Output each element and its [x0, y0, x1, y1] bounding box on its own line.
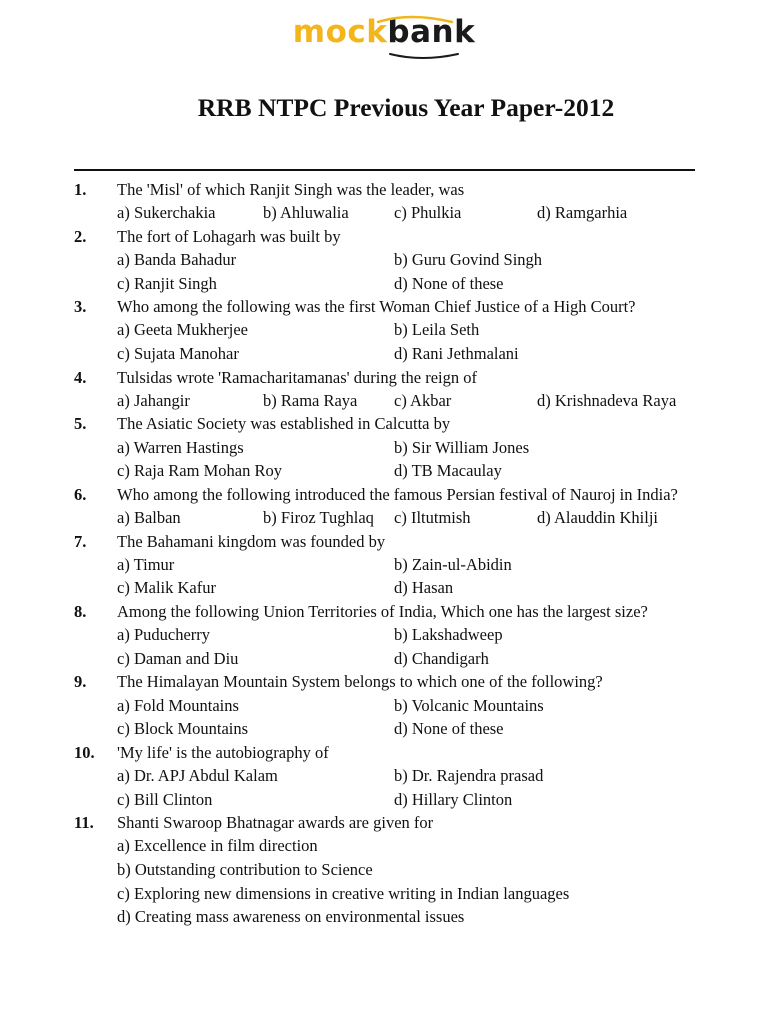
option-a: a) Sukerchakia [117, 203, 216, 223]
question-text: The Himalayan Mountain System belongs to which one of the following? [117, 672, 603, 692]
logo-text-mock: mock [292, 14, 388, 50]
option-a: a) Fold Mountains [117, 695, 239, 715]
option-d: d) Chandigarh [394, 648, 489, 668]
question-number: 11. [74, 813, 94, 833]
options-row [117, 389, 714, 413]
options-row [117, 647, 714, 671]
question-text: Shanti Swaroop Bhatnagar awards are given for [117, 813, 434, 833]
option-b: b) Outstanding contribution to Science [117, 859, 373, 879]
option-c: c) Daman and Diu [117, 648, 239, 668]
option-a: a) Warren Hastings [117, 437, 244, 457]
option-b: b) Rama Raya [263, 390, 358, 410]
question-number: 5. [74, 414, 87, 434]
options [117, 389, 714, 413]
question-text: The 'Misl' of which Ranjit Singh was the leader, was [117, 180, 465, 199]
option-d: d) Creating mass awareness on environmental issues [117, 907, 465, 927]
options-row [117, 717, 714, 741]
options-row [117, 764, 714, 788]
question-number: 1. [74, 180, 87, 199]
question-text: Who among the following was the first Woman Chief Justice of a High Court? [117, 297, 636, 317]
question-5 [74, 412, 714, 482]
option-d: d) Rani Jethmalani [394, 343, 519, 363]
option-d: d) Hillary Clinton [394, 789, 513, 809]
question-9 [74, 670, 714, 740]
options [117, 623, 714, 670]
options-row [117, 882, 714, 906]
question-text: Among the following Union Territories of India, Which one has the largest size? [117, 601, 648, 621]
question-list [74, 178, 714, 929]
question-8 [74, 600, 714, 670]
options-row [117, 201, 714, 225]
options [117, 506, 714, 530]
title-divider [74, 169, 695, 171]
option-c: c) Exploring new dimensions in creative writing in Indian languages [117, 883, 570, 903]
option-c: c) Akbar [394, 390, 452, 410]
option-c: c) Bill Clinton [117, 789, 213, 809]
options-row [117, 858, 714, 882]
question-text: 'My life' is the autobiography of [117, 742, 329, 762]
option-d: d) None of these [394, 273, 504, 293]
options [117, 436, 714, 483]
options [117, 553, 714, 600]
option-d: d) Hasan [394, 578, 454, 598]
question-number: 9. [74, 672, 87, 692]
logo-swoosh-icon [360, 14, 470, 60]
option-b: b) Lakshadweep [394, 625, 503, 645]
options [117, 694, 714, 741]
question-4 [74, 366, 714, 413]
option-a: a) Geeta Mukherjee [117, 320, 249, 340]
question-text: The Bahamani kingdom was founded by [117, 531, 386, 551]
question-10 [74, 741, 714, 811]
option-a: a) Dr. APJ Abdul Kalam [117, 765, 278, 785]
question-number: 3. [74, 297, 87, 317]
question-1 [74, 178, 714, 225]
question-text: The fort of Lohagarh was built by [117, 226, 341, 246]
options-row [117, 248, 714, 272]
options-row [117, 576, 714, 600]
question-7 [74, 530, 714, 600]
option-b: b) Firoz Tughlaq [263, 507, 374, 527]
options-row [117, 553, 714, 577]
option-a: a) Puducherry [117, 625, 211, 645]
option-d: d) Krishnadeva Raya [537, 390, 677, 410]
option-b: b) Guru Govind Singh [394, 250, 543, 269]
option-a: a) Timur [117, 554, 175, 574]
option-b: b) Dr. Rajendra prasad [394, 765, 544, 785]
option-d: d) Ramgarhia [537, 203, 628, 223]
option-b: b) Zain-ul-Abidin [394, 554, 512, 574]
question-number: 7. [74, 531, 87, 551]
option-a: a) Jahangir [117, 390, 190, 410]
options [117, 248, 714, 295]
option-d: d) Alauddin Khilji [537, 507, 658, 527]
option-b: b) Volcanic Mountains [394, 695, 544, 715]
option-a: a) Banda Bahadur [117, 250, 237, 269]
question-text: Tulsidas wrote 'Ramacharitamanas' during the reign of [117, 367, 478, 387]
option-a: a) Balban [117, 507, 181, 527]
option-c: c) Sujata Manohar [117, 343, 239, 363]
question-2 [74, 225, 714, 295]
options-row [117, 318, 714, 342]
question-3 [74, 295, 714, 365]
option-d: d) None of these [394, 719, 504, 739]
options [117, 201, 714, 225]
question-6 [74, 483, 714, 530]
question-11 [74, 811, 714, 929]
options-row [117, 788, 714, 812]
option-b: b) Ahluwalia [263, 203, 349, 223]
logo-text-bank: bank [387, 14, 476, 50]
option-b: b) Sir William Jones [394, 437, 530, 457]
question-text: Who among the following introduced the famous Persian festival of Nauroj in India? [117, 484, 678, 504]
option-c: c) Raja Ram Mohan Roy [117, 461, 282, 481]
options-row [117, 834, 714, 858]
options-row [117, 623, 714, 647]
options [117, 318, 714, 365]
question-number: 8. [74, 601, 87, 621]
options-row [117, 459, 714, 483]
options-row [117, 272, 714, 296]
option-a: a) Excellence in film direction [117, 836, 318, 856]
question-text: The Asiatic Society was established in Calcutta by [117, 414, 451, 434]
options-row [117, 342, 714, 366]
options-row [117, 506, 714, 530]
options-row [117, 905, 714, 929]
question-number: 10. [74, 742, 95, 762]
option-c: c) Malik Kafur [117, 578, 216, 598]
option-c: c) Iltutmish [394, 507, 471, 527]
options [117, 834, 714, 928]
option-c: c) Phulkia [394, 203, 462, 223]
option-c: c) Block Mountains [117, 719, 249, 739]
page-title: RRB NTPC Previous Year Paper-2012 [197, 93, 615, 122]
options-row [117, 436, 714, 460]
options [117, 764, 714, 811]
option-b: b) Leila Seth [394, 320, 480, 340]
question-number: 6. [74, 484, 87, 504]
question-number: 2. [74, 226, 87, 246]
question-number: 4. [74, 367, 87, 387]
option-c: c) Ranjit Singh [117, 273, 217, 293]
options-row [117, 694, 714, 718]
option-d: d) TB Macaulay [394, 461, 502, 481]
